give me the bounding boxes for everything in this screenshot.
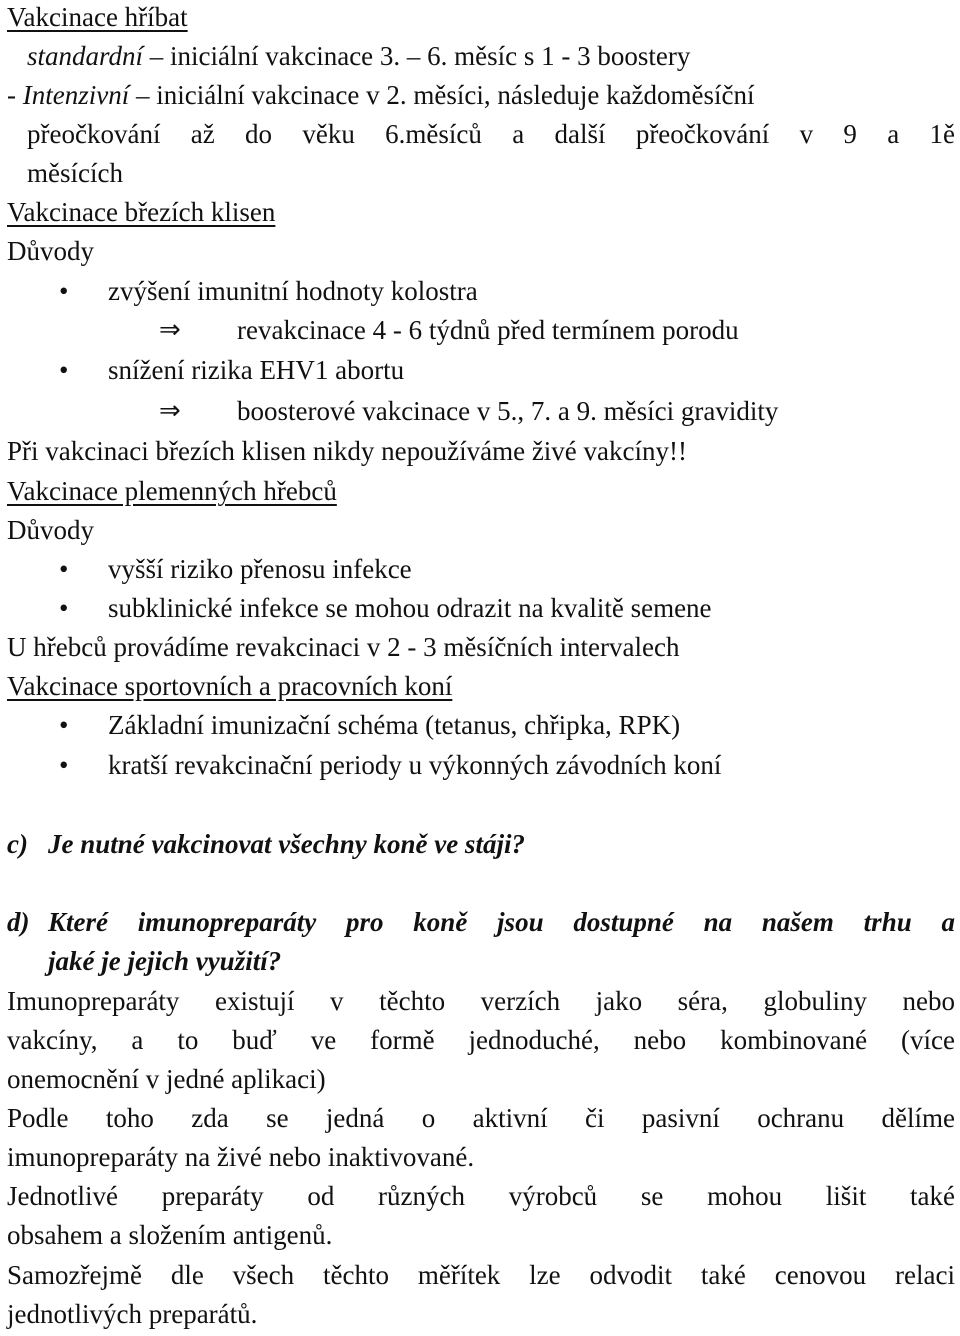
mares-reasons-label: Důvody [7,236,94,266]
heading-mares: Vakcinace březích klisen [7,197,276,227]
stallions-bullet-1-text: vyšší riziko přenosu infekce [108,554,412,584]
mares-warning: Při vakcinaci březích klisen nikdy nepoužíváme živé vakcíny!! [7,436,687,466]
heading-foals: Vakcinace hříbat [7,2,188,32]
stallions-bullet-2-text: subklinické infekce se mohou odrazit na kvalitě semene [108,593,712,623]
sport-bullet-1 [7,706,955,745]
heading-stallions: Vakcinace plemenných hřebců [7,476,337,506]
answer-line-4: Podle toho zda se jedná o aktivní či pasivní ochranu dělíme [7,1103,955,1133]
foals-standard-term: standardní [27,41,144,71]
mares-bullet-1-text: zvýšení imunitní hodnoty kolostra [108,276,478,306]
stallions-bullet-2 [7,589,955,628]
mares-consequence-2-text: boosterové vakcinace v 5., 7. a 9. měsíci gravidity [237,396,779,426]
foals-intensive-text-3: měsících [27,158,123,188]
heading-sport: Vakcinace sportovních a pracovních koní [7,671,453,701]
sport-bullet-2 [7,746,955,785]
answer-line-1: Imunopreparáty existují v těchto verzích jako séra, globuliny nebo [7,986,955,1016]
answer-line-7: obsahem a složením antigenů. [7,1220,333,1250]
bullet-icon: • [59,276,69,306]
foals-standard-text: – iniciální vakcinace 3. – 6. měsíc s 1 - 3 boostery [149,41,691,71]
stallions-bullet-1 [7,550,955,589]
bullet-icon: • [59,593,69,623]
answer-line-8: Samozřejmě dle všech těchto měřítek lze odvodit také cenovou relaci [7,1260,955,1290]
foals-intensive-term: Intenzivní [22,80,130,110]
foals-intensive-text-2: přeočkování až do věku 6.měsíců a další přeočkování v 9 a 1ě [27,119,955,149]
question-d-text-1: Které imunopreparáty pro koně jsou dostupné na našem trhu a [48,907,955,937]
implies-arrow-icon: ⇒ [159,315,181,345]
question-d-label: d) [7,907,30,937]
foals-intensive-dash: - [7,80,16,110]
mares-bullet-2-text: snížení rizika EHV1 abortu [108,355,405,385]
question-c-label: c) [7,829,28,859]
answer-line-5: imunopreparáty na živé nebo inaktivované. [7,1142,475,1172]
stallions-note: U hřebců provádíme revakcinaci v 2 - 3 měsíčních intervalech [7,632,680,662]
answer-line-9: jednotlivých preparátů. [7,1299,258,1329]
bullet-icon: • [59,355,69,385]
question-d-text-2: jaké je jejich využití? [48,946,282,976]
stallions-reasons-label: Důvody [7,515,94,545]
mares-consequence-1 [7,311,955,350]
foals-intensive-text-1: – iniciální vakcinace v 2. měsíci, následuje každoměsíční [135,80,755,110]
answer-line-6: Jednotlivé preparáty od různých výrobců se mohou lišit také [7,1181,955,1211]
mares-consequence-2 [7,392,955,431]
mares-bullet-2 [7,351,955,390]
answer-line-3: onemocnění v jedné aplikaci) [7,1064,326,1094]
implies-arrow-icon: ⇒ [159,396,181,426]
question-d [7,903,955,942]
question-c-text: Je nutné vakcinovat všechny koně ve stáji? [48,829,525,859]
bullet-icon: • [59,554,69,584]
foals-intensive-line [7,76,955,115]
foals-standard-line [27,37,690,76]
question-c [7,825,955,864]
mares-bullet-1 [7,272,955,311]
sport-bullet-1-text: Základní imunizační schéma (tetanus, chřipka, RPK) [108,710,681,740]
answer-line-2: vakcíny, a to buď ve formě jednoduché, nebo kombinované (více [7,1025,955,1055]
mares-consequence-1-text: revakcinace 4 - 6 týdnů před termínem porodu [237,315,739,345]
bullet-icon: • [59,710,69,740]
bullet-icon: • [59,750,69,780]
sport-bullet-2-text: kratší revakcinační periody u výkonných závodních koní [108,750,722,780]
